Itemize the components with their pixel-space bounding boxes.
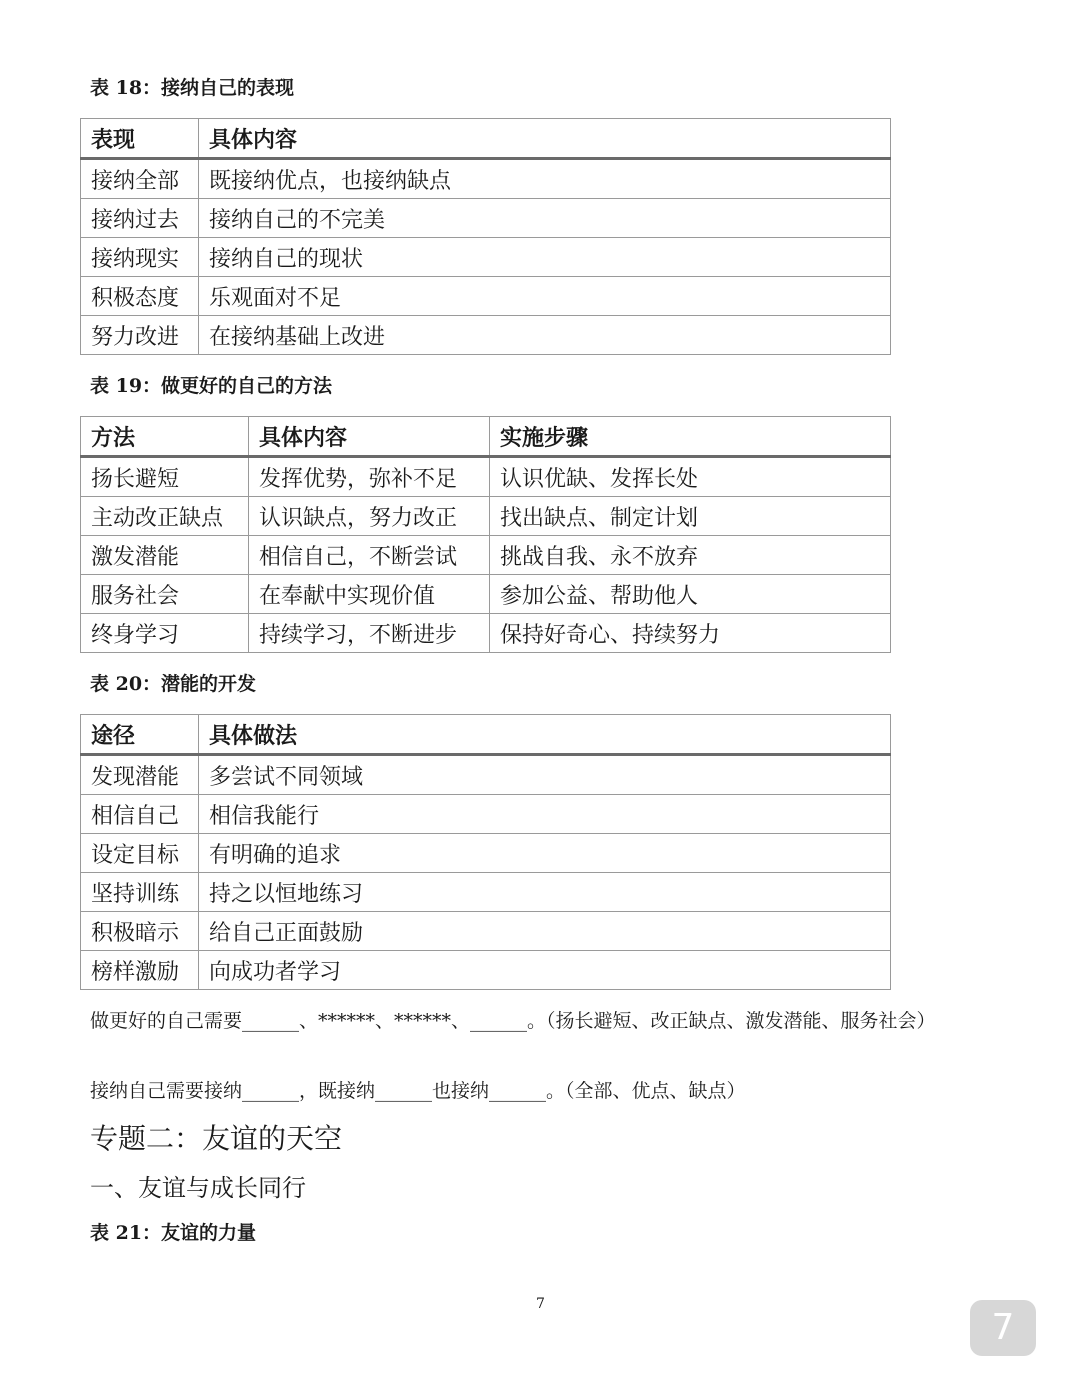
table-cell: 挑战自我、永不放弃	[490, 536, 891, 575]
table-cell: 扬长避短	[81, 457, 249, 497]
table-cell: 服务社会	[81, 575, 249, 614]
table-cell: 发现潜能	[81, 755, 199, 795]
table-cell: 接纳全部	[81, 159, 199, 199]
table-row	[81, 199, 891, 238]
table-row	[81, 873, 891, 912]
table-cell: 在接纳基础上改进	[199, 316, 891, 355]
fill-blank-exercise-2: 接纳自己需要接纳______，既接纳______也接纳______。（全部、优点、缺点）	[90, 1080, 746, 1102]
table18	[80, 118, 891, 355]
page-badge: 7	[970, 1300, 1036, 1356]
table-row	[81, 834, 891, 873]
table-cell: 相信自己	[81, 795, 199, 834]
table20-caption: 表 20：潜能的开发	[90, 673, 257, 695]
table-cell: 主动改正缺点	[81, 497, 249, 536]
table-cell: 接纳现实	[81, 238, 199, 277]
table-cell: 在奉献中实现价值	[249, 575, 490, 614]
table-row	[81, 951, 891, 990]
table-cell: 多尝试不同领域	[199, 755, 891, 795]
table-cell: 榜样激励	[81, 951, 199, 990]
table-row	[81, 755, 891, 795]
table19-caption: 表 19：做更好的自己的方法	[90, 375, 333, 397]
table-row	[81, 316, 891, 355]
table-cell: 接纳过去	[81, 199, 199, 238]
table-cell: 发挥优势，弥补不足	[249, 457, 490, 497]
column-header: 具体内容	[249, 417, 490, 457]
table-cell: 积极态度	[81, 277, 199, 316]
table20	[80, 714, 891, 990]
table-cell: 参加公益、帮助他人	[490, 575, 891, 614]
table-cell: 设定目标	[81, 834, 199, 873]
table-cell: 有明确的追求	[199, 834, 891, 873]
table-cell: 积极暗示	[81, 912, 199, 951]
table-row	[81, 795, 891, 834]
table-cell: 持续学习，不断进步	[249, 614, 490, 653]
table19	[80, 416, 891, 653]
table-cell: 终身学习	[81, 614, 249, 653]
column-header: 实施步骤	[490, 417, 891, 457]
column-header: 途径	[81, 715, 199, 755]
subsection-title: 一、友谊与成长同行	[90, 1174, 306, 1202]
column-header: 方法	[81, 417, 249, 457]
table-cell: 向成功者学习	[199, 951, 891, 990]
table-cell: 保持好奇心、持续努力	[490, 614, 891, 653]
table-cell: 认识缺点，努力改正	[249, 497, 490, 536]
column-header: 具体内容	[199, 119, 891, 159]
section-title: 专题二：友谊的天空	[90, 1122, 343, 1155]
column-header: 具体做法	[199, 715, 891, 755]
table-cell: 持之以恒地练习	[199, 873, 891, 912]
table21-caption: 表 21：友谊的力量	[90, 1222, 257, 1244]
table-cell: 坚持训练	[81, 873, 199, 912]
table-row	[81, 614, 891, 653]
table-cell: 激发潜能	[81, 536, 249, 575]
table-cell: 认识优缺、发挥长处	[490, 457, 891, 497]
table-cell: 接纳自己的现状	[199, 238, 891, 277]
table-row	[81, 159, 891, 199]
table-cell: 相信自己，不断尝试	[249, 536, 490, 575]
table-cell: 找出缺点、制定计划	[490, 497, 891, 536]
page-number: 7	[536, 1296, 545, 1312]
table-row	[81, 457, 891, 497]
table-cell: 给自己正面鼓励	[199, 912, 891, 951]
table-row	[81, 575, 891, 614]
table-row	[81, 497, 891, 536]
table-cell: 乐观面对不足	[199, 277, 891, 316]
fill-blank-exercise-1: 做更好的自己需要______、******、******、______。（扬长避短、改正缺点、激发潜能、服务社会）	[90, 1010, 936, 1032]
table-row	[81, 912, 891, 951]
table-cell: 接纳自己的不完美	[199, 199, 891, 238]
table-row	[81, 536, 891, 575]
table-cell: 相信我能行	[199, 795, 891, 834]
table-row	[81, 238, 891, 277]
table-cell: 努力改进	[81, 316, 199, 355]
table-cell: 既接纳优点，也接纳缺点	[199, 159, 891, 199]
column-header: 表现	[81, 119, 199, 159]
table-row	[81, 277, 891, 316]
table18-caption: 表 18：接纳自己的表现	[90, 77, 295, 99]
